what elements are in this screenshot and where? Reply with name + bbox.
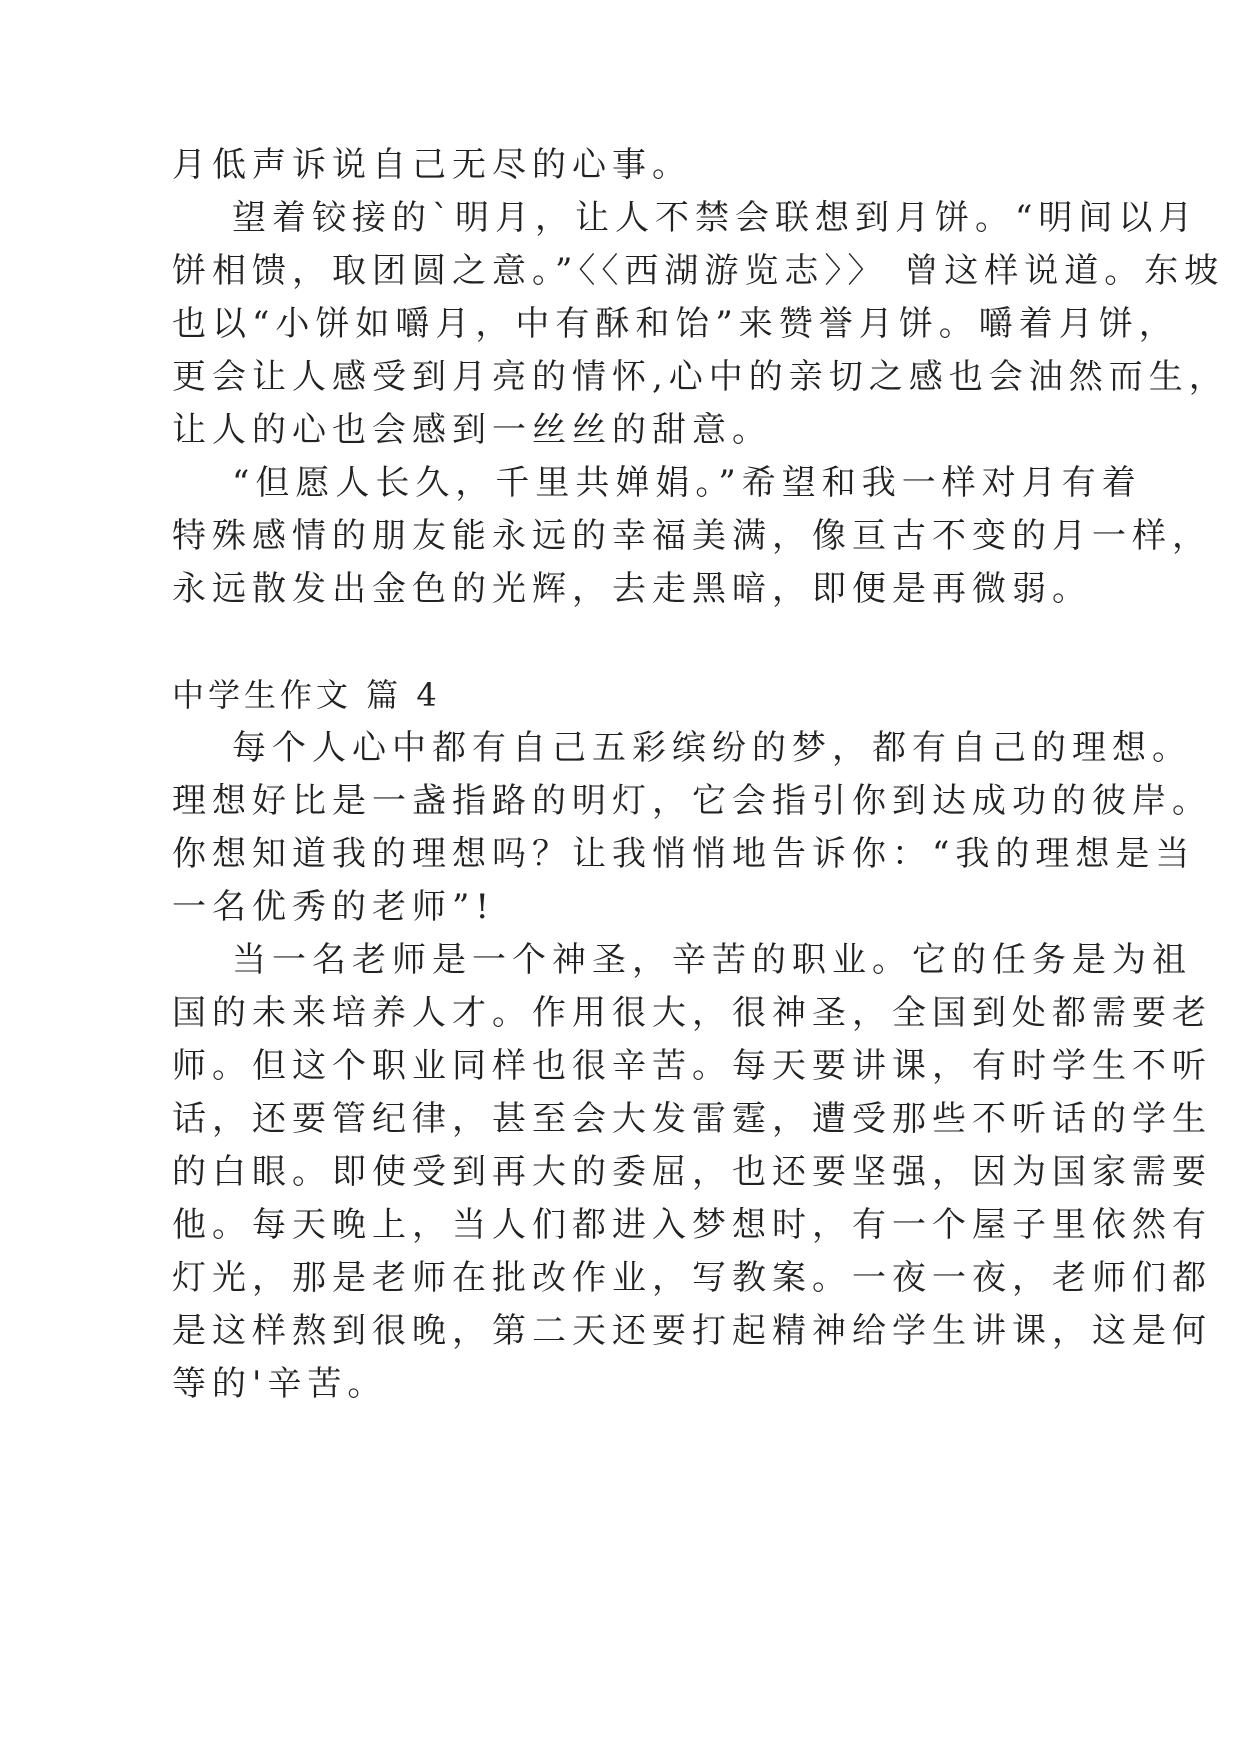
paragraph-line: 灯光，那是老师在批改作业，写教案。一夜一夜，老师们都: [172, 1258, 1212, 1298]
paragraph-line: 国的未来培养人才。作用很大，很神圣，全国到处都需要老: [172, 993, 1212, 1033]
paragraph-line: 更会让人感受到月亮的情怀,心中的亲切之感也会油然而生，: [172, 357, 1229, 397]
paragraph-line: 话，还要管纪律，甚至会大发雷霆，遭受那些不听话的学生: [172, 1099, 1212, 1139]
paragraph-line: 你想知道我的理想吗？让我悄悄地告诉你：“我的理想是当: [172, 834, 1196, 874]
paragraph-line: 望着铰接的`明月，让人不禁会联想到月饼。“明间以月: [232, 198, 1199, 238]
paragraph-line: 他。每天晚上，当人们都进入梦想时，有一个屋子里依然有: [172, 1205, 1212, 1245]
paragraph-line: 当一名老师是一个神圣，辛苦的职业。它的任务是为祖: [232, 940, 1192, 980]
paragraph-line: 每个人心中都有自己五彩缤纷的梦，都有自己的理想。: [232, 728, 1192, 768]
paragraph-line: 饼相馈，取团圆之意。”〈〈西湖游览志〉〉 曾这样说道。东坡: [172, 251, 1225, 291]
section-heading: 中学生作文 篇 4: [172, 676, 441, 714]
paragraph-line: 永远散发出金色的光辉，去走黑暗，即便是再微弱。: [172, 569, 1092, 609]
paragraph-line: 也以“小饼如嚼月，中有酥和饴”来赞誉月饼。嚼着月饼，: [172, 304, 1179, 344]
paragraph-line: 是这样熬到很晚，第二天还要打起精神给学生讲课，这是何: [172, 1311, 1212, 1351]
paragraph-line: 理想好比是一盏指路的明灯，它会指引你到达成功的彼岸。: [172, 781, 1212, 821]
paragraph-line: 特殊感情的朋友能永远的幸福美满，像亘古不变的月一样，: [172, 516, 1212, 556]
paragraph-line: 让人的心也会感到一丝丝的甜意。: [172, 410, 772, 450]
paragraph-line: 一名优秀的老师”!: [172, 887, 496, 927]
paragraph-line: 的白眼。即使受到再大的委屈，也还要坚强，因为国家需要: [172, 1152, 1212, 1192]
paragraph-line: 月低声诉说自己无尽的心事。: [172, 145, 692, 185]
paragraph-line: 等的'辛苦。: [172, 1364, 388, 1404]
paragraph-line: 师。但这个职业同样也很辛苦。每天要讲课，有时学生不听: [172, 1046, 1212, 1086]
paragraph-line: “但愿人长久，千里共婵娟。”希望和我一样对月有着: [232, 463, 1142, 503]
